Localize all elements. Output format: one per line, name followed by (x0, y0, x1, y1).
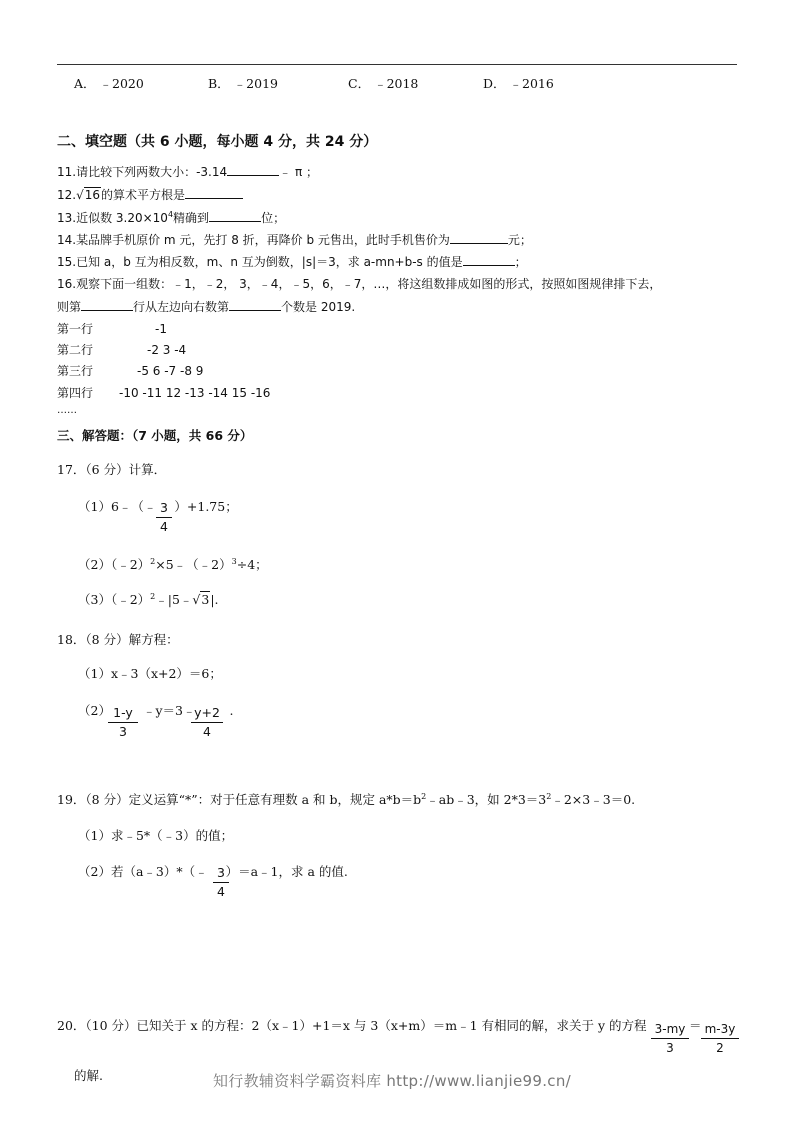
question-17-header: 17．（6 分）计算． (57, 462, 167, 477)
pattern-row-3: 第三行 -5 6 -7 -8 9 (57, 364, 204, 378)
question-16-line1: 16.观察下面一组数：﹣1，﹣2， 3，﹣4，﹣5，6，﹣7，…，将这组数排成如图的形式，按照如图规律排下去， (57, 277, 662, 291)
section-3-title: 三、解答题：（7 小题，共 66 分） (57, 428, 253, 443)
question-13: 13.近似数 $3.20\times 10^4$精确到 位； (57, 210, 286, 225)
question-16-line2: 则第 行从左边向右数第 个数是 2019. (57, 300, 356, 314)
question-15: 15.已知 a，b 互为相反数，m、n 互为倒数，|s|＝3，求 a-mn+b-s 的值是 ； (57, 255, 527, 269)
sqrt-symbol: √16 (76, 188, 101, 202)
pattern-row-2: 第二行 -2 3 -4 (57, 343, 187, 357)
section-2-title: 二、填空题（共 6 小题，每小题 4 分，共 24 分） (57, 134, 378, 150)
question-19-part-1: （1）求﹣5*（﹣3）的值； (78, 828, 234, 843)
sqrt-symbol: √3 (192, 592, 210, 607)
answer-blank[interactable] (209, 209, 261, 222)
fraction-1-y-3: $\frac{1-y}{3}$ (108, 704, 138, 741)
fraction-3-4: $\frac{3}{4}$ (156, 499, 172, 536)
footer-watermark: 知行教辅资料学霸资料库 http://www.lianjie99.cn/ (213, 1072, 571, 1090)
pattern-ellipsis: …… (57, 405, 77, 416)
fraction-y-2-4: $\frac{y+2}{4}$ (191, 704, 223, 741)
answer-blank[interactable] (227, 163, 279, 176)
question-19-header: 19．（8 分）定义运算“*”：对于任意有理数 a 和 b，规定 $a*b=b^2﹣ab﹣3$，如 $2*3=3^2﹣2\times 3﹣3=0$. (57, 791, 636, 807)
question-11: 11.请比较下列两数大小：-3.14 ﹣ π ； (57, 165, 318, 179)
option-b: B． ﹣2019 (208, 76, 278, 91)
question-18-part-1: （1）x﹣3（x+2）＝6； (78, 666, 222, 681)
answer-blank[interactable] (229, 298, 281, 311)
question-17-part-1: （1）6﹣（﹣ ）+1.75； (78, 499, 238, 514)
question-12: 12.√16的算术平方根是 (57, 186, 243, 203)
option-a: A． ﹣2020 (74, 76, 144, 91)
question-14: 14.某品牌手机原价 m 元，先打 8 折，再降价 b 元售出，此时手机售价为 元； (57, 233, 532, 247)
answer-blank[interactable] (185, 186, 243, 199)
question-20-text: 20．（10 分）已知关于 x 的方程：2（x﹣1）+1＝x 与 3（x+m）＝m﹣1 有相同的解，求关于 y 的方程 (57, 1018, 647, 1033)
answer-blank[interactable] (450, 231, 508, 244)
question-18-part-2: （2） ﹣y＝3﹣ . (78, 703, 234, 718)
question-20-tail: 的解. (74, 1068, 103, 1083)
fraction-3-my-3: $\frac{3-my}{3}$ (651, 1020, 689, 1057)
fraction-3-4: $\frac{3}{4}$ (213, 864, 229, 901)
answer-blank[interactable] (463, 253, 515, 266)
question-17-part-3: （3）（﹣2）$^2$﹣|5﹣√3|. (78, 591, 219, 607)
pattern-row-1: 第一行 -1 (57, 322, 167, 336)
equals-sign: ＝ (689, 1018, 702, 1033)
top-rule (57, 64, 737, 65)
question-19-part-2: （2）若（a﹣3）*（﹣ ）＝a﹣1，求 a 的值. (78, 864, 348, 879)
question-18-header: 18．（8 分）解方程： (57, 632, 179, 647)
question-17-part-2: （2）（﹣2）$^2$×5﹣（﹣2）$^3$÷4； (78, 556, 268, 572)
option-d: D． ﹣2016 (483, 76, 554, 91)
option-c: C． ﹣2018 (348, 76, 419, 91)
fraction-m-3y-2: $\frac{m-3y}{2}$ (701, 1020, 739, 1057)
pattern-row-4: 第四行 -10 -11 12 -13 -14 15 -16 (57, 386, 271, 400)
answer-blank[interactable] (81, 298, 133, 311)
